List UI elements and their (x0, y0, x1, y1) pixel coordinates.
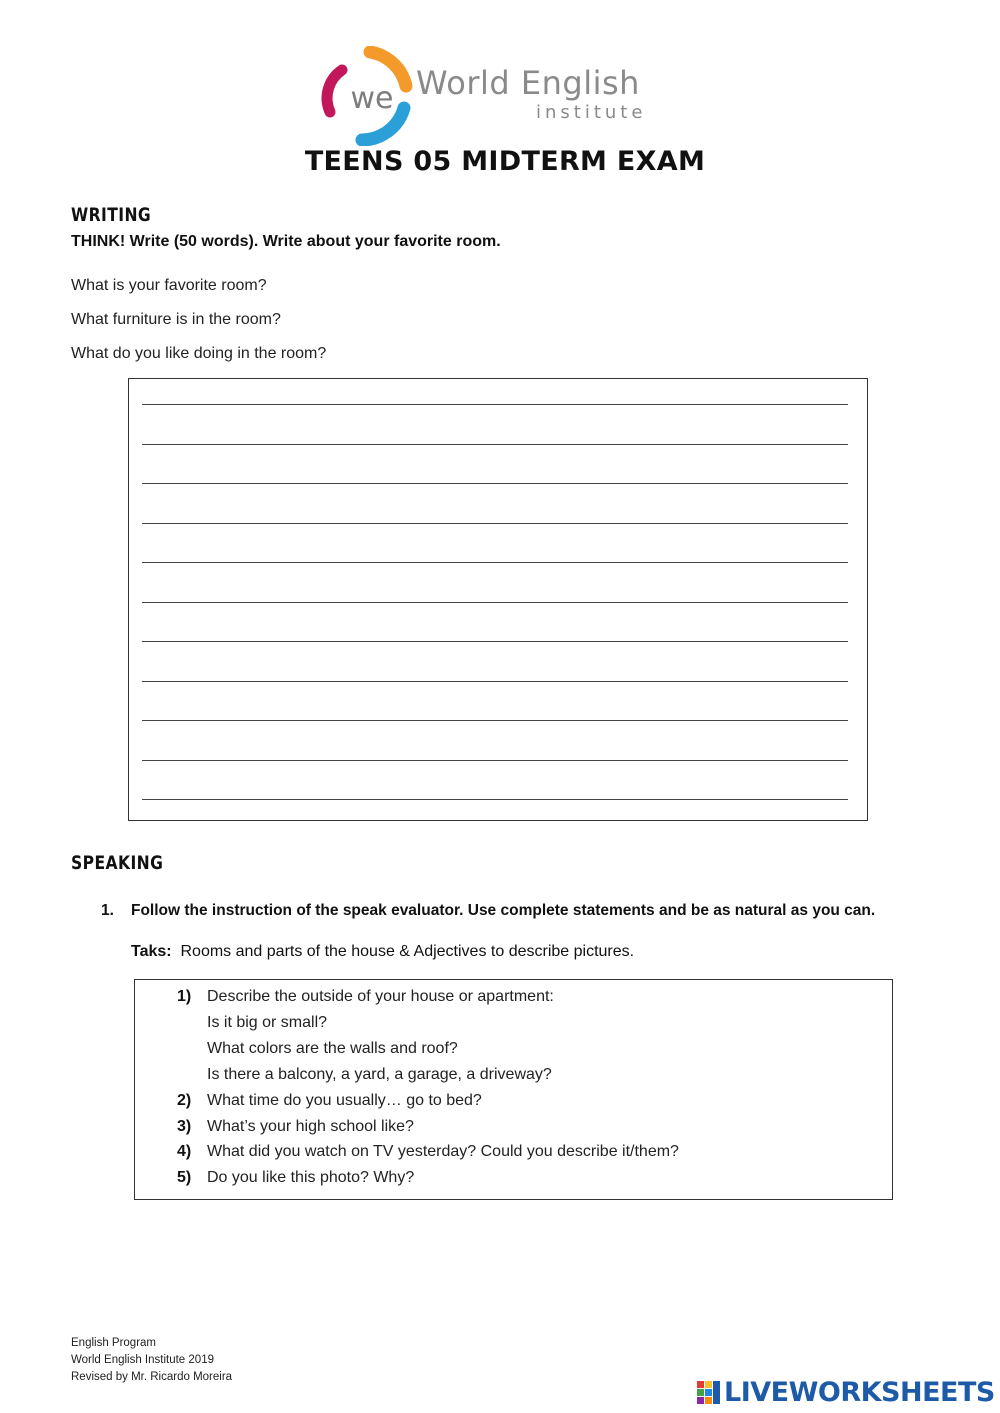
answer-line[interactable] (142, 562, 848, 563)
question-text: What colors are the walls and roof? (207, 1040, 458, 1057)
question-number: 4) (177, 1143, 192, 1160)
writing-heading: WRITING (71, 204, 152, 226)
writing-question: What is your favorite room? (71, 277, 267, 294)
task-text: Rooms and parts of the house & Adjectives to describe pictures. (180, 943, 635, 960)
page-title: TEENS 05 MIDTERM EXAM (304, 146, 706, 177)
question-number: 3) (177, 1118, 192, 1135)
question-text: Do you like this photo? Why? (207, 1169, 415, 1186)
question-text: Is it big or small? (207, 1014, 328, 1031)
question-text: What’s your high school like? (207, 1118, 414, 1135)
question-text: What did you watch on TV yesterday? Could you describe it/them? (207, 1143, 679, 1160)
answer-line[interactable] (142, 602, 848, 603)
answer-line[interactable] (142, 799, 848, 800)
liveworksheets-icon (697, 1381, 721, 1405)
question-number: 5) (177, 1169, 192, 1186)
task-label: Taks: (131, 943, 172, 960)
answer-line[interactable] (142, 720, 848, 721)
speaking-item-text: Follow the instruction of the speak evaluator. Use complete statements and be as natural as you can. (131, 902, 876, 919)
footer-line: English Program (71, 1337, 157, 1349)
writing-question: What do you like doing in the room? (71, 345, 327, 362)
answer-line[interactable] (142, 641, 848, 642)
question-text: Is there a balcony, a yard, a garage, a driveway? (207, 1066, 552, 1083)
answer-line[interactable] (142, 404, 848, 405)
speaking-task (131, 943, 634, 961)
footer-line: Revised by Mr. Ricardo Moreira (71, 1371, 233, 1383)
liveworksheets-watermark (697, 1376, 997, 1410)
footer-line: World English Institute 2019 (71, 1354, 214, 1366)
question-text: Describe the outside of your house or apartment: (207, 988, 554, 1005)
answer-line[interactable] (142, 760, 848, 761)
answer-line[interactable] (142, 444, 848, 445)
liveworksheets-text: LIVEWORKSHEETS (724, 1377, 995, 1408)
answer-line[interactable] (142, 681, 848, 682)
speaking-heading: SPEAKING (71, 852, 164, 874)
question-text: What time do you usually… go to bed? (207, 1092, 482, 1109)
writing-question: What furniture is in the room? (71, 311, 281, 328)
answer-line[interactable] (142, 483, 848, 484)
logo-name: World English (416, 64, 640, 102)
speaking-instruction (101, 902, 875, 920)
question-number: 2) (177, 1092, 192, 1109)
question-number: 1) (177, 988, 192, 1005)
speaking-item-number: 1. (101, 902, 114, 919)
answer-line[interactable] (142, 523, 848, 524)
speaking-questions-box (134, 979, 893, 1200)
world-english-logo (318, 46, 678, 146)
logo-subtitle: institute (536, 102, 647, 123)
we-logo-icon (318, 46, 418, 146)
logo-mark-text: we (350, 81, 394, 116)
writing-answer-box[interactable] (128, 378, 868, 821)
writing-instruction: THINK! Write (50 words). Write about your favorite room. (71, 233, 501, 250)
